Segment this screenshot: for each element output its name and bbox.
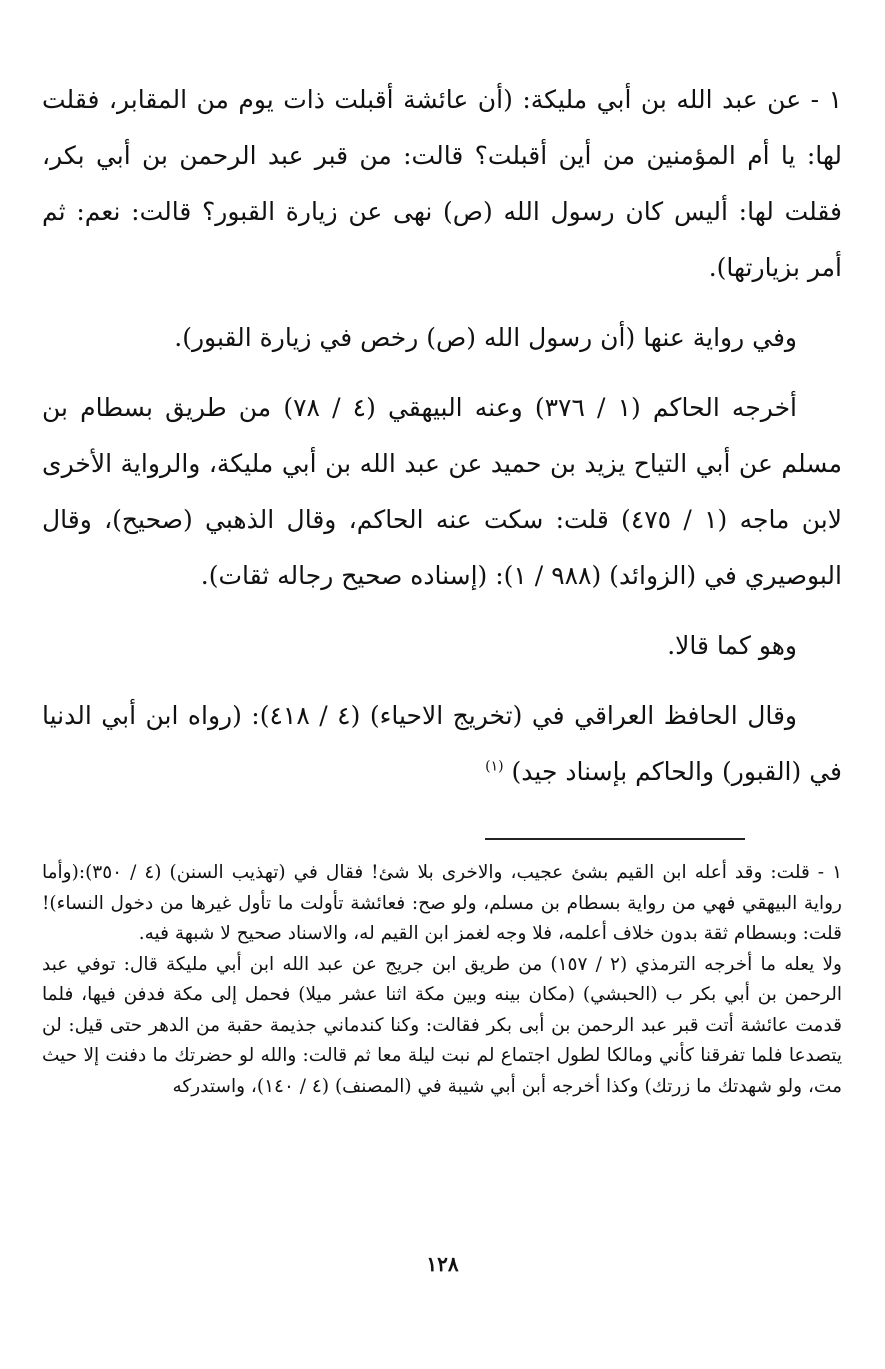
footnote-paragraph-1: ١ - قلت: وقد أعله ابن القيم بشئ عجيب، والاخرى بلا شئ! فقال في (تهذيب السنن) (٤ / ٣٥٠):(وأما رواية البيهقي فهي من رواية بسطام بن مسلم، ولو صح: فعائشة تأولت ما تأول غيرها من دخول النساء)! قلت: وبسطام ثقة بدون خلاف أعلمه، فلا وجه لغمز ابن القيم له، والاسناد صحيح لا شبهة فيه. (42, 862, 842, 944)
footnote-reference: (١) (485, 758, 504, 775)
paragraph-iraqi (42, 688, 842, 800)
main-text (42, 72, 842, 800)
footnote-text (42, 858, 842, 1102)
paragraph-hadith: ١ - عن عبد الله بن أبي مليكة: (أن عائشة أقبلت ذات يوم من المقابر، فقلت لها: يا أم المؤمنين من أين أقبلت؟ قالت: من قبر عبد الرحمن بن أبي بكر، فقلت لها: أليس كان رسول الله (ص) نهى عن زيارة القبور؟ قالت: نعم: ثم أمر بزيارتها). (42, 85, 842, 282)
paragraph-iraqi-text: وقال الحافظ العراقي في (تخريج الاحياء) (٤ / ٤١٨): (رواه ابن أبي الدنيا في (القبور) والحاكم بإسناد جيد) (42, 701, 842, 786)
paragraph-takhrij: أخرجه الحاكم (١ / ٣٧٦) وعنه البيهقي (٤ / ٧٨) من طريق بسطام بن مسلم عن أبي التياح يزيد بن حميد عن عبد الله بن أبي مليكة، والرواية الأخرى لابن ماجه (١ / ٤٧٥) قلت: سكت عنه الحاكم، وقال الذهبي (صحيح)، وقال البوصيري في (الزوائد) (٩٨٨ / ١): (إسناده صحيح رجاله ثقات). (42, 393, 842, 590)
paragraph-comment: وهو كما قالا. (667, 631, 797, 660)
page-number: ١٢٨ (426, 1252, 459, 1276)
paragraph-narration: وفي رواية عنها (أن رسول الله (ص) رخص في زيارة القبور). (174, 323, 797, 352)
footnote-paragraph-2: ولا يعله ما أخرجه الترمذي (٢ / ١٥٧) من طريق ابن جريج عن عبد الله ابن أبي مليكة قال: توفي عبد الرحمن بن أبي بكر ب (الحبشي) (مكان بينه وبين مكة اثنا عشر ميلا) فحمل إلى مكة فدفن فيها، فلما قدمت عائشة أتت قبر عبد الرحمن بن أبى بكر فقالت: وكنا كندماني جذيمة حقبة من الدهر حتى قيل: لن يتصدعا فلما تفرقنا كأني ومالكا لطول اجتماع لم نبت ليلة معا ثم قالت: والله لو حضرتك ما دفنت إلا حيث مت، ولو شهدتك ما زرتك) وكذا أخرجه أبن أبي شيبة في (المصنف) (٤ / ١٤٠)، واستدركه (42, 953, 842, 1097)
footnote-divider (485, 838, 745, 840)
